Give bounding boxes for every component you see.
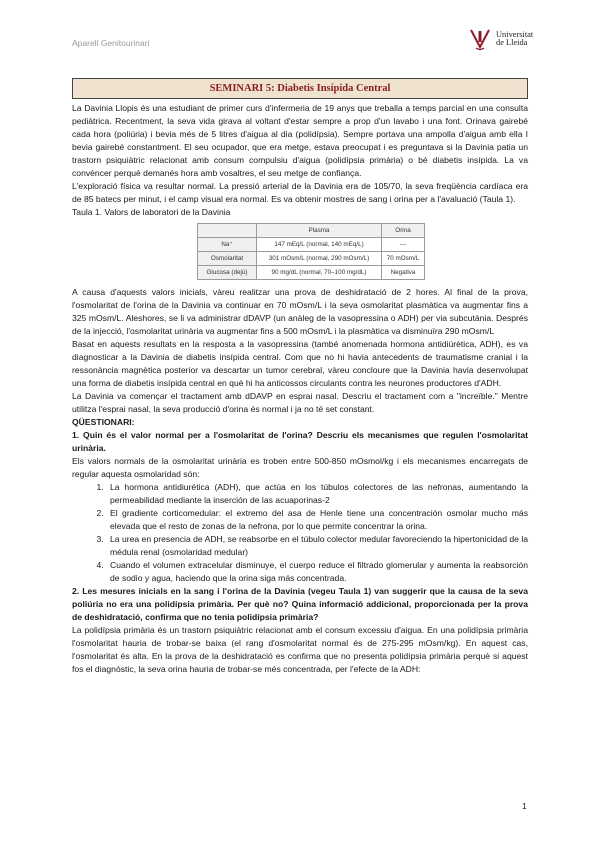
paragraph-diagnosis: Basat en aquests resultats en la resposta a la vasopressina (també anomenada hormona antidiürètica, ADH), es va diagnosticar a la Davinia de diabetis insípida central. Com que no hi havia antecedents de traumatisme cranial i la ressonància magnètica posterior va descartar un tumor cerebral, vàreu concloure que la Davinia havia desenvolupat una forma de diabetis insípida central en què hi ha anticossos circulants contra les neurones productores d'ADH. bbox=[72, 339, 528, 388]
table-cell: 70 mOsm/L bbox=[382, 252, 425, 266]
answer-2: La polidípsia primària és un trastorn psiquiàtric relacionat amb el consum excessiu d'aigua. En una polidípsia primària l'osmolaritat hauria de trobar-se baixa (el rang d'osmolaritat normal és de 275-295 mOsm/kg). En aquest cas, l'osmolaritat és alta. En la prova de la deshidratació es confirma que no presenta polidípsia primària perquè si aquest fos el diagnòstic, la seva orina hauria de trobar-se més concentrada, per l'efecte de la ADH: bbox=[72, 625, 528, 674]
paragraph-exploration: L'exploració física va resultar normal. La pressió arterial de la Davinia era de 105/70, la seva freqüència cardíaca era de 85 batecs per minut, i el camp visual era normal. Es va obtenir mostres de sang i orina per a l'avaluació (Taula 1). bbox=[72, 181, 528, 204]
questionnaire-heading: QÜESTIONARI: bbox=[72, 417, 135, 427]
list-item: 2. El gradiente corticomedular: el extremo del asa de Henle tiene una concentración osmolar mucho más elevada que el resto de zonas de la nefrona, por lo que permite concentrar la orina. bbox=[106, 507, 528, 533]
answer-1-list bbox=[72, 481, 528, 585]
table-row bbox=[198, 238, 425, 252]
answer-1-intro: Els valors normals de la osmolaritat urinària es troben entre 500-850 mOsmol/kg i els mecanismes encarregats de regular aquesta osmolaridad són: bbox=[72, 456, 528, 479]
lab-values-table bbox=[197, 223, 425, 280]
paragraph-case-intro: La Davinia Llopis és una estudiant de primer curs d'infermeria de 19 anys que treballa a temps parcial en una consulta pediàtrica. Recentment, la seva vida girava al voltant d'estar sempre a prop d'un lavabo i una font. Orinava gairebé cada hora (poliúria) i bevia més de 5 litres d'aigua al dia (polidípsia). Sempre portava una ampolla d'aigua amb ella I bevia gairebé constantment. El seu ocupador, que era metge, estava preocupat i es preguntava si la Davinia patia un trastorn psiquiàtric relacionat amb consum compulsiu d'aigua (polidípsia primària) o bé diabetis insípida. La va convèncer perquè demanés hora amb vosaltres, el seu metge de confiança. bbox=[72, 103, 528, 178]
table-header-cell bbox=[198, 224, 257, 238]
list-item: 4. Cuando el volumen extracelular disminuye, el cuerpo reduce el filtrado glomerular y aumenta la reabsorción de sodio y agua, haciendo que la orina siga más concentrada. bbox=[106, 559, 528, 585]
question-2: 2. Les mesures inicials en la sang i l'orina de la Davinia (vegeu Taula 1) van suggerir que la causa de la seva poliúria no era una polidípsia primària. Per què no? Quina informació addicional, proporcionada per la prova de deshidratació, confirma que no tenia polidípsia primària? bbox=[72, 586, 528, 622]
table-header-cell: Orina bbox=[382, 224, 425, 238]
table-cell: --- bbox=[382, 238, 425, 252]
table-cell: 147 mEq/L (normal, 140 mEq/L) bbox=[257, 238, 382, 252]
table-header-cell: Plasma bbox=[257, 224, 382, 238]
table-row bbox=[198, 266, 425, 280]
document-body bbox=[72, 78, 528, 676]
table-cell: Negativa bbox=[382, 266, 425, 280]
table-cell: Osmolaritat bbox=[198, 252, 257, 266]
table-caption: Taula 1. Valors de laboratori de la Davinia bbox=[72, 207, 231, 217]
page-number: 1 bbox=[522, 801, 527, 811]
logo-line-2: de Lleida bbox=[496, 38, 528, 47]
university-logo bbox=[468, 26, 548, 52]
university-seal-icon bbox=[468, 27, 492, 51]
table-cell: 301 mOsm/L (normal, 290 mOsm/L) bbox=[257, 252, 382, 266]
question-1: 1. Quin és el valor normal per a l'osmolaritat de l'orina? Descriu els mecanismes que regulen l'osmolaritat urinària. bbox=[72, 430, 528, 453]
paragraph-dehydration-test: A causa d'aquests valors inicials, vàreu realitzar una prova de deshidratació de 2 hores. Al final de la prova, l'osmolaritat de l'orina de la Davinia va continuar en 70 mOsm/L i la seva osmolaritat plasmàtica va augmentar fins a 325 mOsm/L. Aleshores, se li va administrar dDAVP (un anàleg de la vasopressina o ADH) per via subcutània. Després de la injecció, l'osmolaritat urinària va augmentar fins a 500 mOsm/L i la plasmàtica va disminuïra 290 mOsm/L bbox=[72, 287, 528, 336]
header-running-title: Aparell Genitourinari bbox=[72, 38, 150, 48]
list-item: 1. La hormona antidiurética (ADH), que actúa en los túbulos colectores de las nefronas, aumentando la permeabilidad mediante la inserción de las acuaporinas-2 bbox=[106, 481, 528, 507]
paragraph-treatment: La Davinia va començar el tractament amb dDAVP en esprai nasal. Descriu el tractament com a "increïble." Mentre utilitza l'esprai nasal, la seva producció d'orina és normal i ja no té set constant. bbox=[72, 391, 528, 414]
table-row bbox=[198, 252, 425, 266]
table-cell: 90 mg/dL (normal, 70–100 mg/dL) bbox=[257, 266, 382, 280]
logo-line-1: Universitat bbox=[496, 29, 534, 39]
list-item: 3. La urea en presencia de ADH, se reabsorbe en el túbulo colector medular favoreciendo la hipertonicidad de la médula renal (osmolaridad medular) bbox=[106, 533, 528, 559]
table-cell: Glucosa (dejú) bbox=[198, 266, 257, 280]
table-cell: Na⁺ bbox=[198, 238, 257, 252]
seminar-title: SEMINARI 5: Diabetis Insípida Central bbox=[72, 78, 528, 99]
